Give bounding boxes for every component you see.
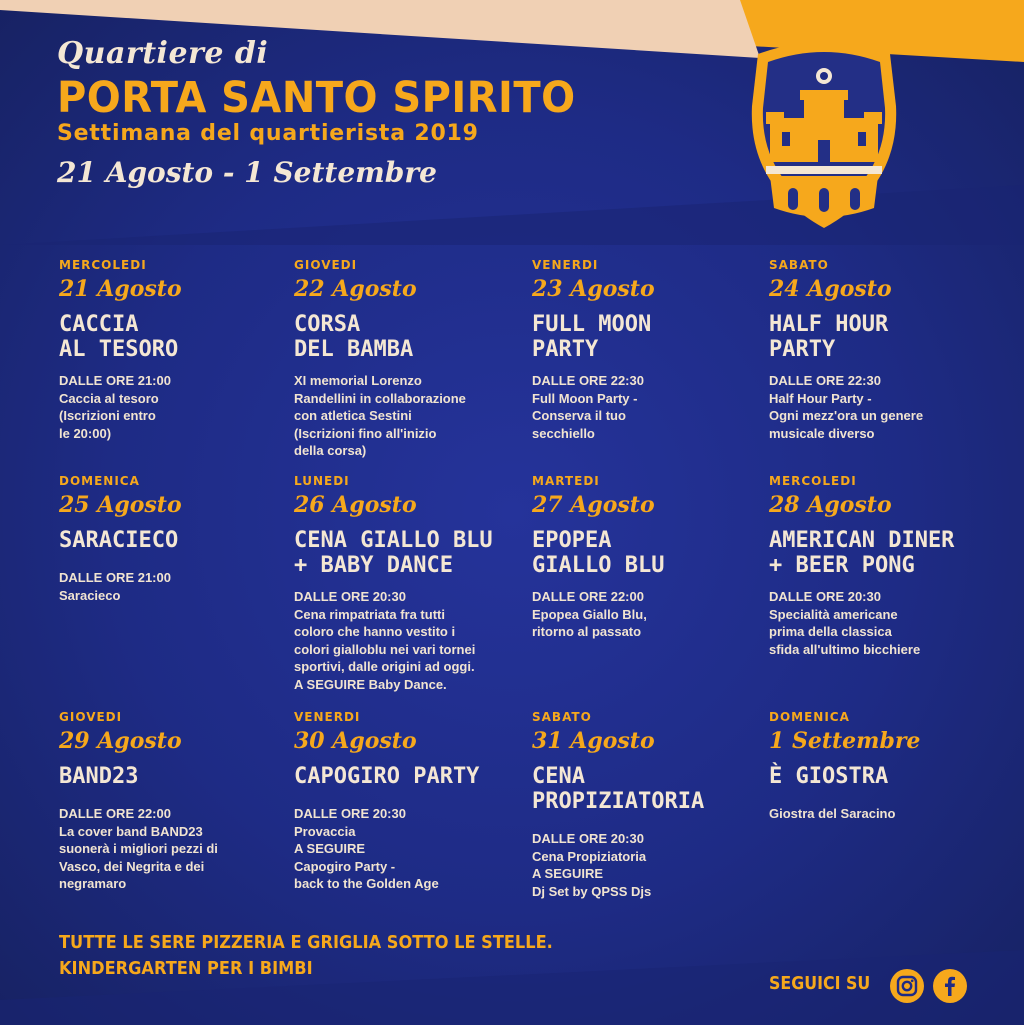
event-title: CENA GIALLO BLU + BABY DANCE bbox=[294, 528, 493, 578]
footer-line-2: KINDERGARTEN PER I BIMBI bbox=[59, 958, 313, 979]
event-description: DALLE ORE 20:30 Specialità americane prima della classica sfida all'ultimo bicchiere bbox=[769, 589, 921, 657]
day-card bbox=[532, 474, 762, 641]
day-date: 25 Agosto bbox=[59, 492, 182, 518]
day-weekday: VENERDI bbox=[532, 258, 599, 272]
day-card bbox=[769, 474, 999, 658]
day-date: 30 Agosto bbox=[294, 728, 417, 754]
event-title: CORSA DEL BAMBA bbox=[294, 312, 414, 362]
day-card bbox=[59, 710, 289, 893]
day-weekday: SABATO bbox=[532, 710, 592, 724]
event-title: BAND23 bbox=[59, 764, 139, 789]
day-weekday: MERCOLEDI bbox=[59, 258, 147, 272]
event-description: DALLE ORE 22:00 La cover band BAND23 suonerà i migliori pezzi di Vasco, dei Negrita e dei negramaro bbox=[59, 806, 218, 891]
event-title: FULL MOON PARTY bbox=[532, 312, 652, 362]
event-subtitle: Settimana del quartierista 2019 bbox=[57, 121, 479, 146]
day-date: 31 Agosto bbox=[532, 728, 655, 754]
day-weekday: GIOVEDI bbox=[294, 258, 358, 272]
day-weekday: LUNEDI bbox=[294, 474, 350, 488]
event-description: DALLE ORE 22:30 Full Moon Party - Conserva il tuo secchiello bbox=[532, 373, 644, 441]
header bbox=[57, 36, 615, 189]
event-description: DALLE ORE 22:30 Half Hour Party - Ogni mezz'ora un genere musicale diverso bbox=[769, 373, 924, 441]
event-title: CAPOGIRO PARTY bbox=[294, 764, 480, 789]
day-card bbox=[294, 710, 524, 893]
crest-icon bbox=[744, 36, 904, 232]
event-description: XI memorial Lorenzo Randellini in collaborazione con atletica Sestini (Iscrizioni fino all'inizio della corsa) bbox=[294, 373, 466, 458]
event-title: EPOPEA GIALLO BLU bbox=[532, 528, 665, 578]
day-card bbox=[294, 258, 524, 460]
day-date: 23 Agosto bbox=[532, 276, 655, 302]
day-date: 1 Settembre bbox=[769, 728, 921, 754]
day-weekday: SABATO bbox=[769, 258, 829, 272]
quartiere-label: Quartiere di bbox=[57, 36, 269, 71]
day-date: 21 Agosto bbox=[59, 276, 182, 302]
event-description: DALLE ORE 21:00 Saracieco bbox=[59, 570, 171, 603]
footer-note bbox=[59, 930, 553, 982]
day-card bbox=[532, 258, 762, 442]
day-weekday: VENERDI bbox=[294, 710, 361, 724]
day-date: 27 Agosto bbox=[532, 492, 655, 518]
event-description: DALLE ORE 20:30 Cena rimpatriata fra tutti coloro che hanno vestito i colori gialloblu nei vari tornei sportivi, dalle origini ad oggi. A SEGUIRE Baby Dance. bbox=[294, 589, 476, 692]
day-weekday: GIOVEDI bbox=[59, 710, 123, 724]
day-date: 29 Agosto bbox=[59, 728, 182, 754]
event-title: HALF HOUR PARTY bbox=[769, 312, 889, 362]
day-date: 26 Agosto bbox=[294, 492, 417, 518]
day-weekday: DOMENICA bbox=[59, 474, 140, 488]
event-description: Giostra del Saracino bbox=[769, 806, 896, 821]
event-title: CACCIA AL TESORO bbox=[59, 312, 179, 362]
day-card bbox=[59, 258, 289, 442]
event-title: AMERICAN DINER + BEER PONG bbox=[769, 528, 955, 578]
day-weekday: DOMENICA bbox=[769, 710, 850, 724]
day-card bbox=[532, 710, 762, 900]
day-date: 28 Agosto bbox=[769, 492, 892, 518]
event-description: DALLE ORE 20:30 Cena Propiziatoria A SEGUIRE Dj Set by QPSS Djs bbox=[532, 831, 652, 899]
day-card bbox=[294, 474, 524, 693]
day-weekday: MERCOLEDI bbox=[769, 474, 857, 488]
day-date: 22 Agosto bbox=[294, 276, 417, 302]
day-date: 24 Agosto bbox=[769, 276, 892, 302]
event-description: DALLE ORE 20:30 Provaccia A SEGUIRE Capogiro Party - back to the Golden Age bbox=[294, 806, 439, 891]
event-description: DALLE ORE 22:00 Epopea Giallo Blu, ritorno al passato bbox=[532, 589, 647, 639]
event-title: SARACIECO bbox=[59, 528, 179, 553]
day-card bbox=[769, 710, 999, 823]
day-card bbox=[59, 474, 289, 604]
event-title: È GIOSTRA bbox=[769, 764, 889, 789]
event-description: DALLE ORE 21:00 Caccia al tesoro (Iscrizioni entro le 20:00) bbox=[59, 373, 171, 441]
follow-label: SEGUICI SU bbox=[769, 973, 871, 994]
instagram-icon[interactable] bbox=[890, 969, 924, 1003]
footer-line-1: TUTTE LE SERE PIZZERIA E GRIGLIA SOTTO LE STELLE. bbox=[59, 932, 553, 953]
page-title: PORTA SANTO SPIRITO bbox=[57, 73, 576, 123]
day-card bbox=[769, 258, 999, 442]
day-weekday: MARTEDI bbox=[532, 474, 600, 488]
event-title: CENA PROPIZIATORIA bbox=[532, 764, 705, 814]
facebook-icon[interactable] bbox=[933, 969, 967, 1003]
date-range: 21 Agosto - 1 Settembre bbox=[57, 156, 437, 189]
